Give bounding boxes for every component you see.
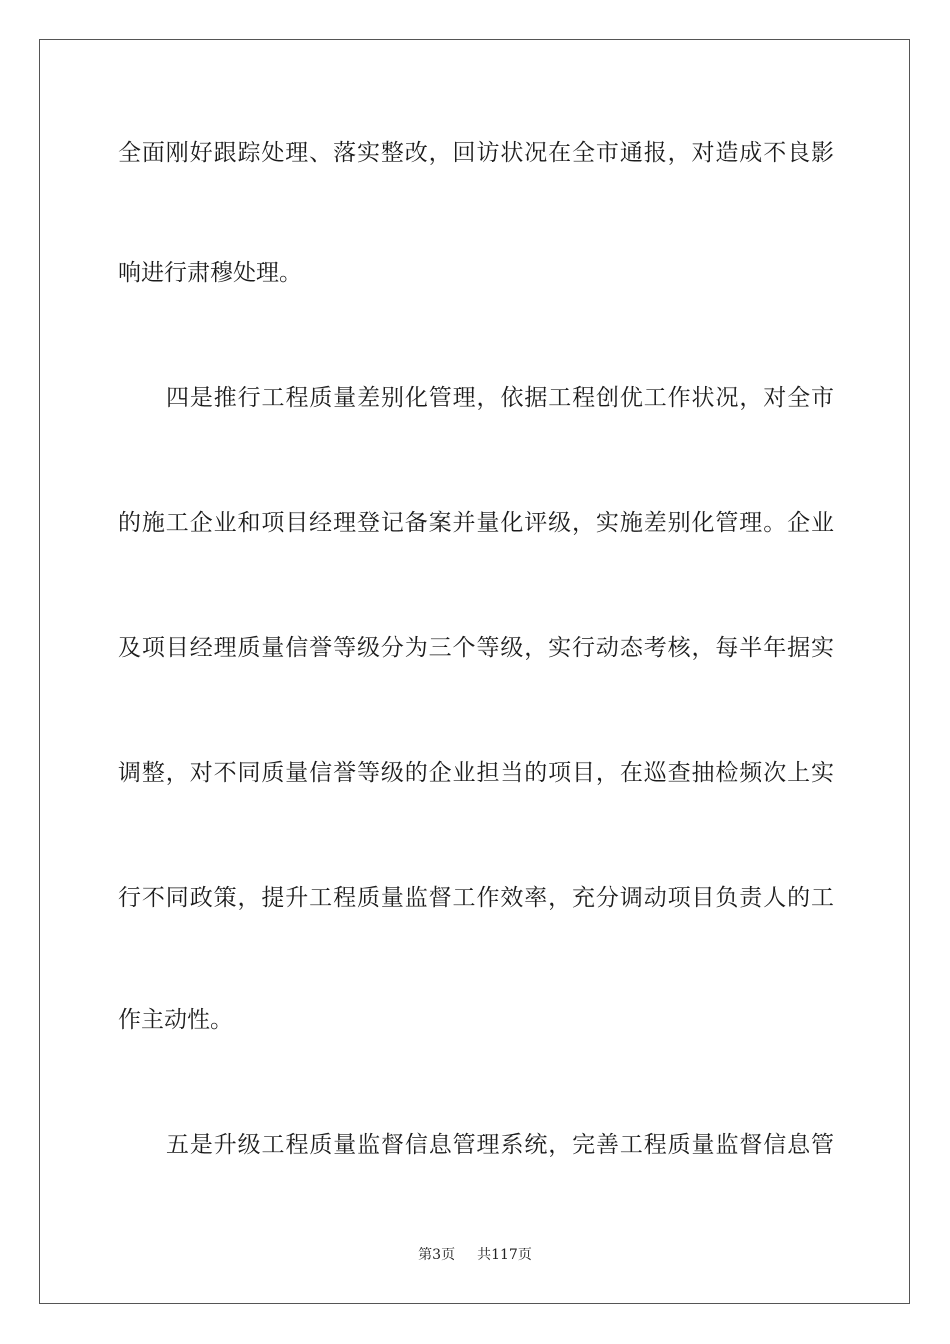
- body-line-2: 响进行肃穆处理。: [118, 260, 302, 286]
- body-line-4: 的施工企业和项目经理登记备案并量化评级，实施差别化管理。企业: [118, 510, 834, 536]
- body-line-3: 四是推行工程质量差别化管理，依据工程创优工作状况，对全市: [166, 385, 834, 411]
- body-line-8: 作主动性。: [118, 1007, 233, 1033]
- page-number: 第3页: [418, 1247, 456, 1263]
- body-line-5: 及项目经理质量信誉等级分为三个等级，实行动态考核，每半年据实: [118, 635, 834, 661]
- body-line-1: 全面刚好跟踪处理、落实整改，回访状况在全市通报，对造成不良影: [118, 140, 834, 166]
- page-footer: [0, 1245, 950, 1265]
- page-total: 共117页: [477, 1247, 532, 1263]
- body-line-7: 行不同政策，提升工程质量监督工作效率，充分调动项目负责人的工: [118, 885, 834, 911]
- body-line-6: 调整，对不同质量信誉等级的企业担当的项目，在巡查抽检频次上实: [118, 760, 834, 786]
- body-line-9: 五是升级工程质量监督信息管理系统，完善工程质量监督信息管: [166, 1132, 834, 1158]
- page-border: [39, 39, 910, 1304]
